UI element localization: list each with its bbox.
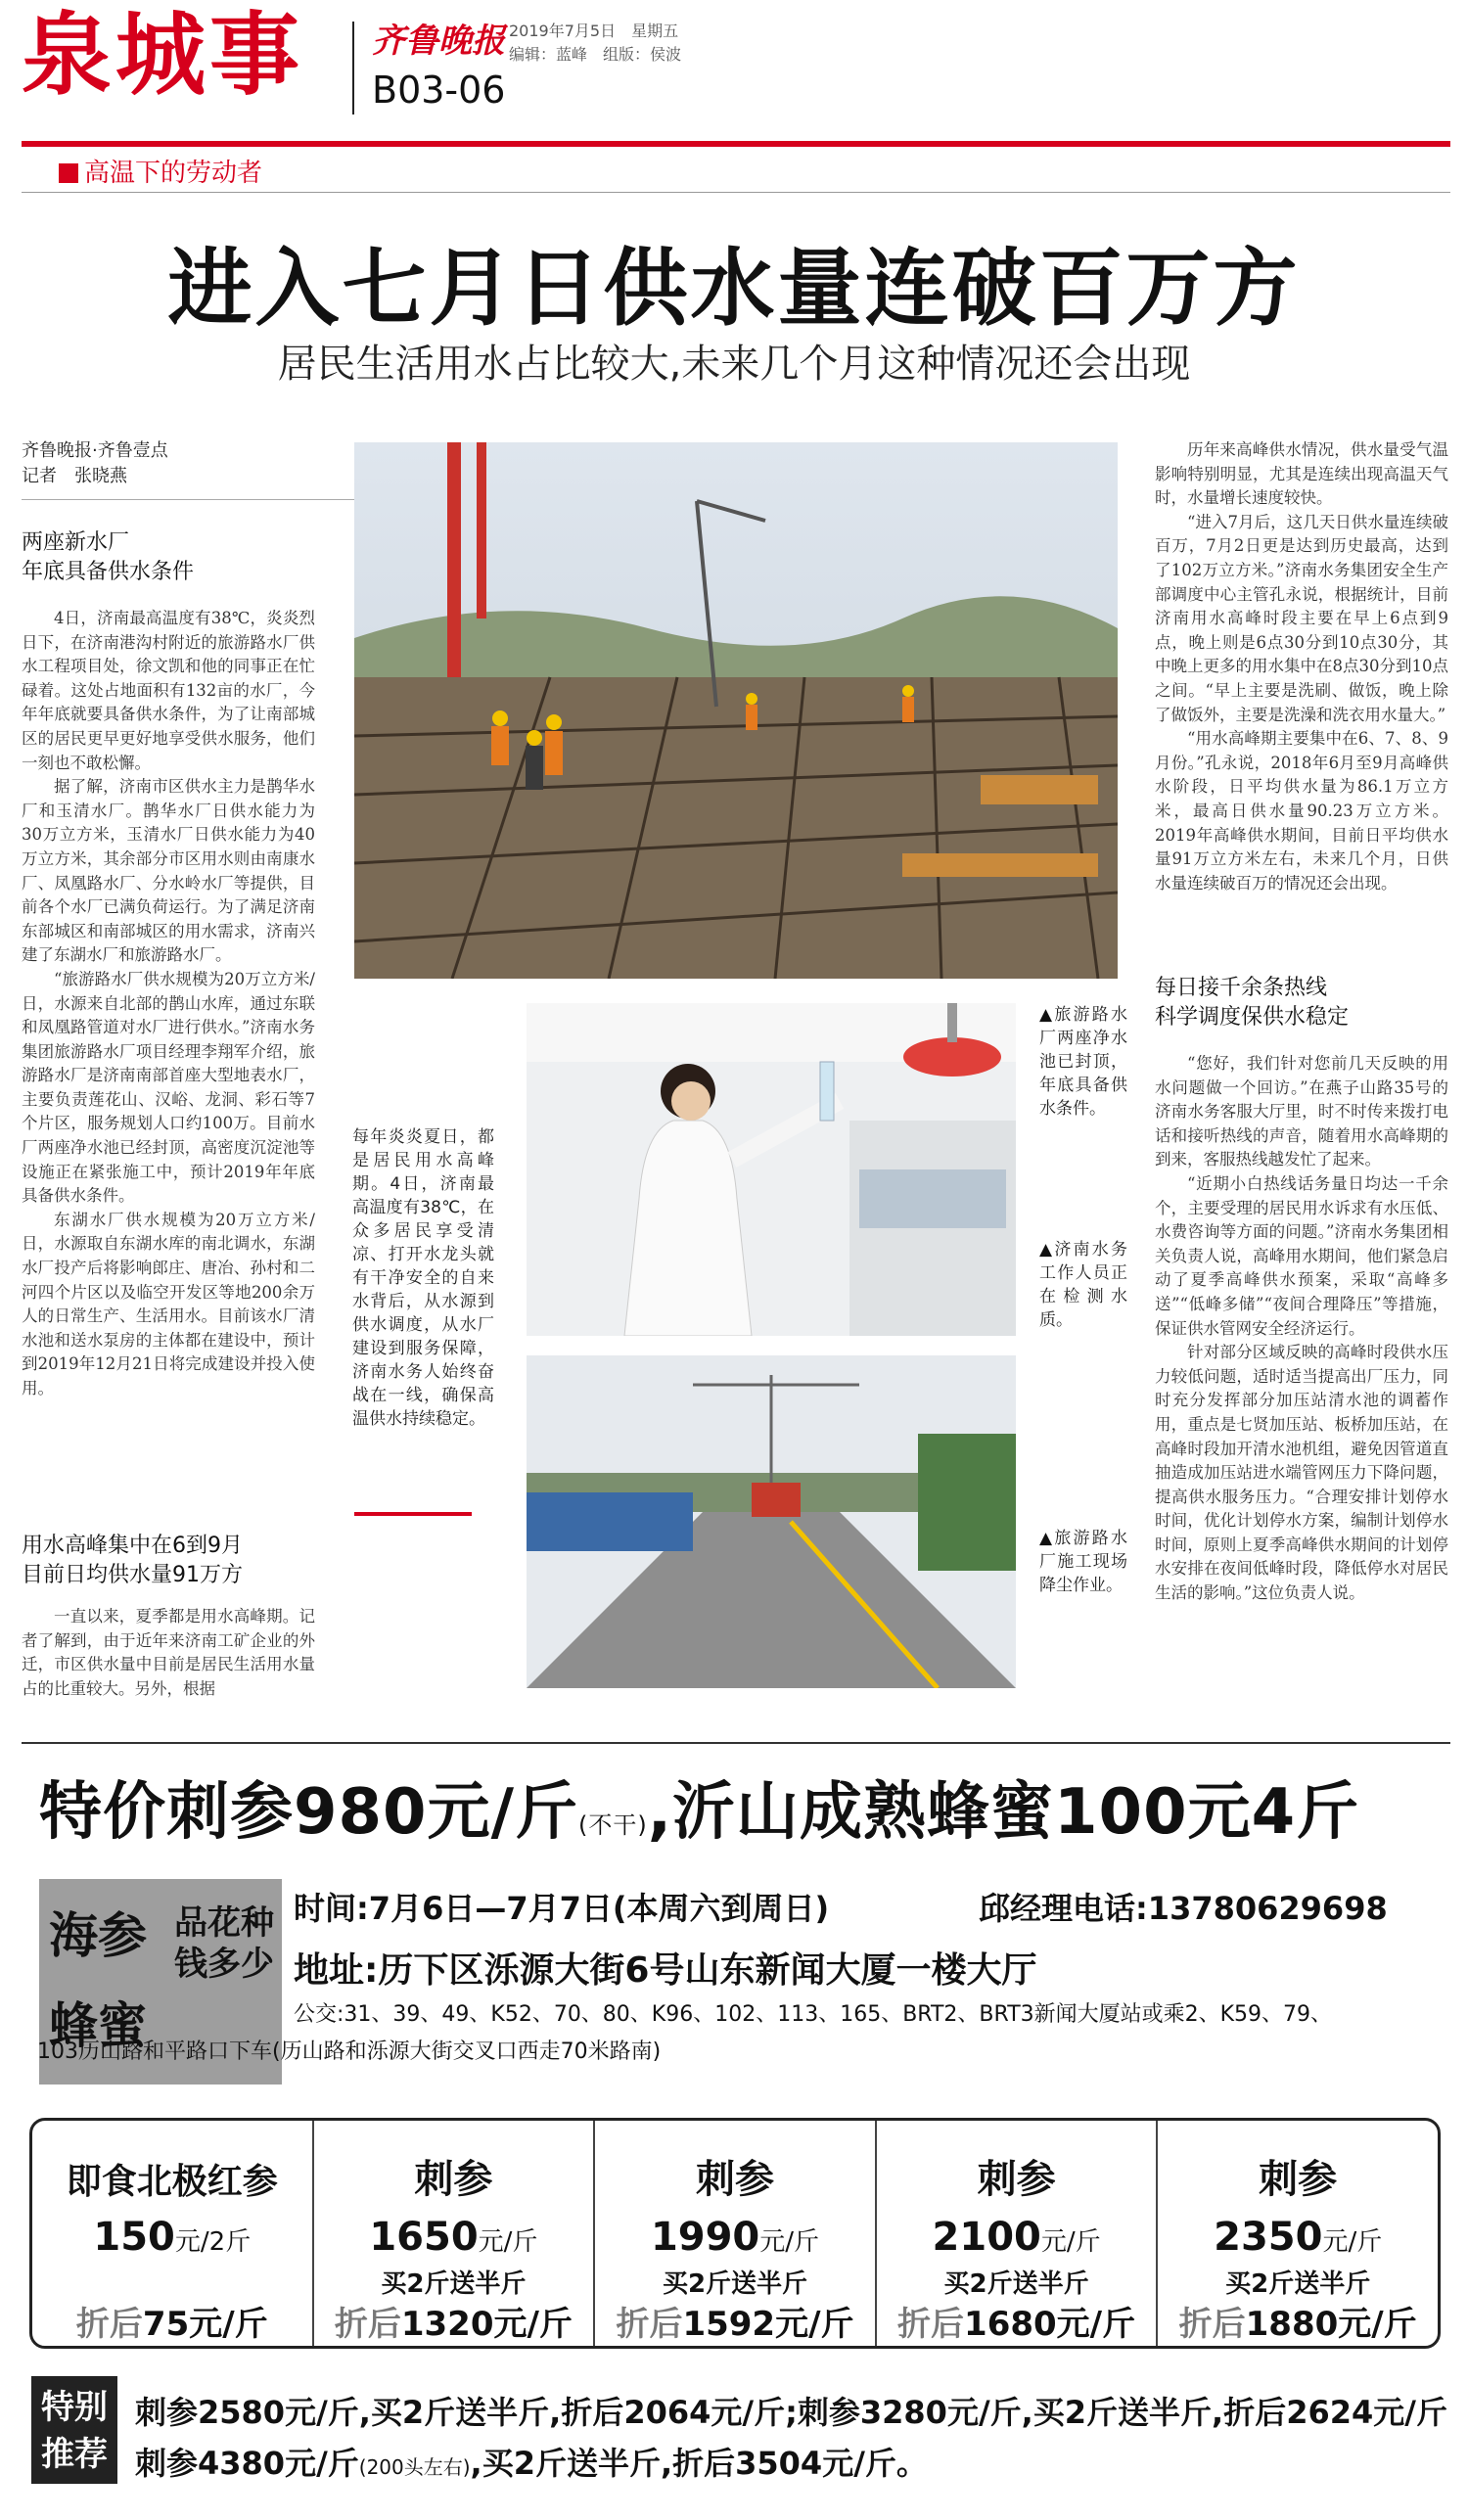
- triangle-icon: ▲: [1039, 1240, 1055, 1260]
- tag-line: 推荐: [41, 2435, 108, 2474]
- price-value: 2100: [932, 2215, 1041, 2260]
- product-gift: 买2斤送半斤: [943, 2269, 1089, 2299]
- ad-headline-a: 特价刺参980元/斤: [39, 1776, 578, 1849]
- ad-headline-note: (不干): [577, 1811, 648, 1839]
- price-unit: 元/斤: [478, 2227, 538, 2257]
- paragraph: “进入7月后，这几天日供水量连续破百万，7月2日更是达到历史最高，达到了102万立方米。”济南水务集团安全生产部调度中心主管孔永说，根据统计，目前济南用水高峰时段主要在早上6点到9点，晚上则是6点30分到10点30分，其中晚上更多的用水集中在8点30分到10点之间。“早上主要是洗刷、做饭，晚上除了做饭外，主要是洗澡和洗衣用水量大。”: [1155, 512, 1448, 724]
- bus-line-1: 公交:31、39、49、K52、70、80、K96、102、113、165、BRT2、BRT3新闻大厦站或乘2、K59、79、: [294, 2002, 1333, 2027]
- article-text-col1: [22, 607, 315, 1527]
- product-price: [595, 2215, 875, 2260]
- photo3-caption: [1039, 1527, 1127, 1597]
- section-title-line: 科学调度保供水稳定: [1155, 1005, 1350, 1030]
- price-unit: 元/2斤: [174, 2227, 252, 2257]
- paragraph: “您好，我们针对您前几天反映的用水问题做一个回访。”在燕子山路35号的济南水务客服大厅里，时不时传来拨打电话和接听热线的声音，随着用水高峰期的到来，客服热线越发忙了起来。: [1155, 1054, 1448, 1169]
- offer-text: ,买2斤送半斤,折后3504元/斤。: [470, 2445, 928, 2482]
- price-unit: 元/斤: [759, 2227, 820, 2257]
- lab-illustration: [527, 1003, 1016, 1336]
- dust-suppression-photo: [527, 1355, 1016, 1688]
- price-cell: [32, 2121, 314, 2346]
- product-discount: [32, 2297, 312, 2345]
- product-gift: 买2斤送半斤: [381, 2269, 527, 2299]
- special-offer-line-2: [135, 2439, 928, 2484]
- product-discount: [877, 2297, 1157, 2345]
- column-line: [22, 192, 1450, 193]
- section-title: 泉城事: [22, 2, 304, 108]
- paragraph: 4日，济南最高温度有38℃，炎炎烈日下，在济南港沟村附近的旅游路水厂供水工程项目处，徐文凯和他的同事正在忙碌着。这处占地面积有132亩的水厂，今年年底就要具备供水条件，为了让南部城区的居民更早更好地享受供水服务，他们一刻也不敢松懈。: [22, 609, 315, 772]
- paragraph: 一直以来，夏季都是用水高峰期。记者了解到，由于近年来济南工矿企业的外迁，市区供水量中目前是居民生活用水量占的比重较大。另外，根据: [22, 1607, 315, 1698]
- photo2-caption: [1039, 1238, 1127, 1332]
- section-title-1: [22, 528, 194, 587]
- water-testing-photo: [527, 1003, 1016, 1336]
- section-title-line: 年底具备供水条件: [22, 560, 195, 584]
- product-name: 刺参: [695, 2157, 774, 2202]
- masthead-meta: [509, 20, 681, 67]
- column-tag: 高温下的劳动者: [59, 153, 262, 189]
- price-unit: 元/斤: [1322, 2227, 1383, 2257]
- article-text-col3b: [1155, 1052, 1448, 1727]
- section-title-line: 每日接千余条热线: [1155, 976, 1328, 1000]
- discount-label: 折后: [334, 2305, 401, 2344]
- ad-headline: [39, 1762, 1359, 1852]
- subheadline: 居民生活用水占比较大,未来几个月这种情况还会出现: [277, 342, 1191, 387]
- product-price: [877, 2215, 1157, 2260]
- issue-date: 2019年7月5日 星期五: [509, 22, 679, 40]
- page-number: B03-06: [372, 69, 506, 112]
- price-cell: [1158, 2121, 1438, 2346]
- discount-label: 折后: [1178, 2305, 1246, 2344]
- section-title-line: 两座新水厂: [22, 530, 130, 555]
- price-value: 150: [93, 2215, 175, 2260]
- price-table: [29, 2118, 1441, 2349]
- caption-text: 济南水务工作人员正在检测水质。: [1039, 1240, 1128, 1330]
- product-discount: [595, 2297, 875, 2345]
- special-recommend-tag: [31, 2376, 117, 2484]
- price-cell: [877, 2121, 1159, 2346]
- paragraph: 历年来高峰供水情况，供水量受气温影响特别明显，尤其是连续出现高温天气时，水量增长速度较快。: [1155, 440, 1448, 508]
- headline: 进入七月日供水量连破百万方: [167, 240, 1301, 338]
- ad-address: 地址:历下区泺源大街6号山东新闻大厦一楼大厅: [294, 1950, 1037, 1991]
- paragraph: “近期小白热线话务量日均达一千余个，主要受理的居民用水诉求有水压低、水费咨询等方面的问题。”济南水务集团相关负责人说，高峰用水期间，他们紧急启动了夏季高峰供水预案，采取“高峰多送”“低峰多储”“夜间合理降压”等措施，保证供水管网安全经济运行。: [1155, 1173, 1448, 1338]
- badge-word-1: 海参: [49, 1907, 147, 1964]
- triangle-icon: ▲: [1039, 1529, 1055, 1548]
- center-caption: 每年炎炎夏日，都是居民用水高峰期。4日，济南最高温度有38℃，在众多居民享受清凉、打开水龙头就有干净安全的自来水背后，从水源到供水调度，从水厂建设到服务保障，济南水务人始终奋战在一线，确保高温供水持续稳定。: [352, 1127, 494, 1429]
- article-text-col1b: [22, 1605, 315, 1724]
- discount-value: 1320元/斤: [400, 2305, 573, 2344]
- discount-label: 折后: [616, 2305, 683, 2344]
- price-unit: 元/斤: [1040, 2227, 1101, 2257]
- construction-site-illustration: [354, 442, 1118, 979]
- paragraph: 东湖水厂供水规模为20万立方米/日，水源取自东湖水库的南北调水，东湖水厂投产后将影响郎庄、唐冶、孙村和二河四个片区以及临空开发区等地200余万人的日常生产、生活用水。目前该水厂清水池和送水泵房的主体都在建设中，预计到2019年12月21日将完成建设并投入使用。: [22, 1210, 315, 1397]
- masthead-rule: [22, 141, 1450, 147]
- byline-reporter: 记者 张晓燕: [22, 466, 127, 486]
- price-cell: [595, 2121, 877, 2346]
- discount-value: 1680元/斤: [964, 2305, 1136, 2344]
- bus-line-2: 103历山路和平路口下车(历山路和泺源大街交叉口西走70米路南): [37, 2039, 662, 2064]
- paragraph: 针对部分区域反映的高峰时段供水压力较低问题，适时适当提高出厂压力，同时充分发挥部分加压站清水池的调蓄作用，重点是七贤加压站、板桥加压站，在高峰时段加开清水池机组，避免因管道直抽造成加压站进水端管网压力下降问题，提高供水服务压力。“合理安排计划停水时间，优化计划停水方案，编制计划停水时间，原则上夏季高峰供水期间的计划停水安排在夜间低峰时段，降低停水对居民生活的影响。”这位负责人说。: [1155, 1343, 1448, 1603]
- article-text-col3: [1155, 438, 1448, 967]
- ad-top-rule: [22, 1742, 1450, 1744]
- ad-phone: 邱经理电话:13780629698: [979, 1890, 1388, 1927]
- price-cell: [314, 2121, 596, 2346]
- editors: 编辑：蓝峰 组版：侯波: [509, 45, 682, 64]
- special-offer-line-1: 刺参2580元/斤,买2斤送半斤,折后2064元/斤;刺参3280元/斤,买2斤送半斤,折后2624元/斤: [135, 2394, 1447, 2431]
- tag-line: 特别: [41, 2388, 108, 2427]
- road-illustration: [527, 1355, 1016, 1688]
- product-price: [1158, 2215, 1438, 2260]
- paragraph: “用水高峰期主要集中在6、7、8、9月份。”孔永说，2018年6月至9月高峰供水阶段，日平均供水量为86.1万立方米，最高日供水量90.23万立方米。2019年高峰供水期间，目前日平均供水量91万立方米左右，未来几个月，日供水量连续破百万的情况还会出现。: [1155, 729, 1448, 893]
- product-gift: 买2斤送半斤: [662, 2269, 808, 2299]
- ad-headline-b: ,沂山成熟蜂蜜100元4斤: [647, 1776, 1360, 1849]
- photo1-caption: [1039, 1003, 1127, 1121]
- product-name: 刺参: [414, 2157, 493, 2202]
- masthead-divider: [352, 22, 354, 115]
- caption-accent-rule: [354, 1512, 472, 1516]
- byline-rule: [22, 499, 354, 500]
- badge-word-2: 蜂蜜: [49, 1997, 147, 2054]
- price-value: 1650: [369, 2215, 479, 2260]
- price-value: 1990: [650, 2215, 760, 2260]
- product-price: [314, 2215, 594, 2260]
- paragraph: “旅游路水厂供水规模为20万立方米/日，水源来自北部的鹊山水库，通过东联和凤凰路管道对水厂进行供水。”济南水务集团旅游路水厂项目经理李翔军介绍，旅游路水厂是济南南部首座大型地表水厂，主要负责莲花山、汉峪、龙洞、彩石等7个片区，服务规划人口约100万。目前水厂两座净水池已经封顶，高密度沉淀池等设施正在紧张施工中，预计2019年年底具备供水条件。: [22, 969, 315, 1206]
- product-name: 刺参: [1259, 2157, 1338, 2202]
- caption-text: 旅游路水厂施工现场降尘作业。: [1039, 1529, 1128, 1595]
- discount-value: 75元/斤: [142, 2305, 268, 2344]
- product-name: 即食北极红参: [66, 2162, 278, 2202]
- offer-note: (200头左右): [358, 2455, 471, 2479]
- section-title-line: 目前日均供水量91万方: [22, 1563, 243, 1587]
- badge-slogan: 品花种钱多少: [174, 1903, 274, 1984]
- product-gift: 买2斤送半斤: [1225, 2269, 1371, 2299]
- discount-label: 折后: [897, 2305, 965, 2344]
- triangle-icon: ▲: [1039, 1005, 1055, 1025]
- product-discount: [314, 2297, 594, 2345]
- discount-value: 1880元/斤: [1245, 2305, 1417, 2344]
- ad-time: 时间:7月6日—7月7日(本周六到周日): [294, 1890, 830, 1927]
- price-value: 2350: [1214, 2215, 1323, 2260]
- product-discount: [1158, 2297, 1438, 2345]
- offer-text: 刺参4380元/斤: [135, 2445, 359, 2482]
- paragraph: 据了解，济南市区供水主力是鹊华水厂和玉清水厂。鹊华水厂日供水能力为30万立方米，玉清水厂日供水能力为40万立方米，其余部分市区用水则由南康水厂、凤凰路水厂、分水岭水厂等提供，目前各个水厂已满负荷运行。为了满足济南东部城区和南部城区的用水需求，济南兴建了东湖水厂和旅游路水厂。: [22, 777, 315, 965]
- byline-source: 齐鲁晚报·齐鲁壹点: [22, 440, 168, 461]
- newspaper-logo: 齐鲁晚报: [372, 22, 505, 61]
- discount-label: 折后: [75, 2305, 143, 2344]
- discount-value: 1592元/斤: [682, 2305, 854, 2344]
- section-title-3: [1155, 974, 1349, 1032]
- product-price: [32, 2215, 312, 2260]
- construction-site-photo: [354, 442, 1118, 979]
- byline: [22, 438, 168, 489]
- product-name: 刺参: [977, 2157, 1056, 2202]
- caption-text: 旅游路水厂两座净水池已封顶，年底具备供水条件。: [1039, 1005, 1128, 1119]
- section-title-2: [22, 1532, 243, 1590]
- section-title-line: 用水高峰集中在6到9月: [22, 1534, 243, 1558]
